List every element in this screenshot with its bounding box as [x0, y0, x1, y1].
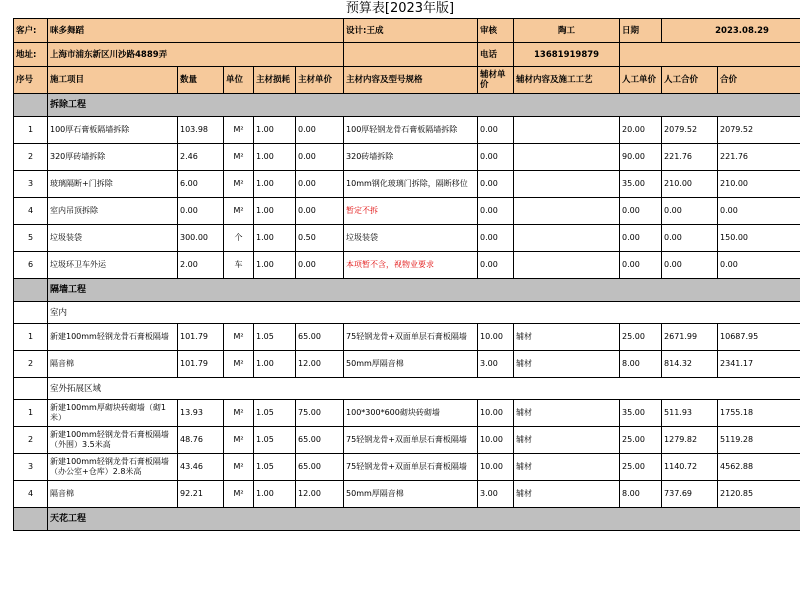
info-row-address [14, 43, 800, 67]
cell-labor-price[interactable]: 0.00 [620, 252, 662, 279]
cell-loss[interactable]: 1.00 [254, 252, 296, 279]
section-marker [14, 279, 48, 302]
cell-no[interactable]: 4 [14, 198, 48, 225]
cell-unit[interactable]: M² [224, 454, 254, 481]
designer-label: 设计: [346, 25, 367, 36]
table-row [14, 117, 800, 144]
cell-loss[interactable]: 1.05 [254, 400, 296, 427]
cell-main-spec[interactable]: 本项暂不含，视物业要求 [344, 252, 478, 279]
cell-aux-price[interactable]: 0.00 [478, 144, 514, 171]
section-marker [14, 508, 48, 531]
cell-unit[interactable]: M² [224, 324, 254, 351]
cell-qty[interactable]: 0.00 [178, 198, 224, 225]
cell-total[interactable]: 5119.28 [718, 427, 800, 454]
cell-main-spec[interactable]: 75轻钢龙骨+双面单层石膏板隔墙 [344, 427, 478, 454]
table-row [14, 351, 800, 378]
cell-aux-price[interactable]: 0.00 [478, 198, 514, 225]
table-row [14, 324, 800, 351]
cell-no[interactable]: 4 [14, 481, 48, 508]
cell-no[interactable]: 2 [14, 351, 48, 378]
cell-no[interactable]: 6 [14, 252, 48, 279]
cell-labor-price[interactable]: 25.00 [620, 324, 662, 351]
header-labor-price: 人工单价 [620, 67, 662, 94]
cell-item[interactable]: 室内吊顶拆除 [48, 198, 178, 225]
cell-main-price[interactable]: 0.00 [296, 171, 344, 198]
table-row [14, 481, 800, 508]
budget-table [13, 18, 800, 531]
cell-labor-total[interactable]: 511.93 [662, 400, 718, 427]
cell-main-price[interactable]: 65.00 [296, 324, 344, 351]
address-label: 地址: [14, 43, 48, 67]
cell-labor-price[interactable]: 35.00 [620, 400, 662, 427]
cell-loss[interactable]: 1.00 [254, 481, 296, 508]
cell-item[interactable]: 隔音棉 [48, 481, 178, 508]
cell-main-spec[interactable]: 100厚轻钢龙骨石膏板隔墙拆除 [344, 117, 478, 144]
cell-total[interactable]: 2079.52 [718, 117, 800, 144]
table-row [14, 400, 800, 427]
cell-main-price[interactable]: 65.00 [296, 427, 344, 454]
client-name[interactable]: 咪多舞蹈 [48, 19, 344, 43]
header-no: 序号 [14, 67, 48, 94]
cell-main-spec[interactable]: 100*300*600砌块砖砌墙 [344, 400, 478, 427]
cell-no[interactable]: 1 [14, 400, 48, 427]
cell-labor-total[interactable]: 737.69 [662, 481, 718, 508]
group-title[interactable]: 室外拓展区域 [48, 378, 800, 400]
cell-main-price[interactable]: 0.00 [296, 117, 344, 144]
section-row [14, 94, 800, 117]
cell-total[interactable]: 0.00 [718, 252, 800, 279]
cell-qty[interactable]: 2.46 [178, 144, 224, 171]
table-row [14, 198, 800, 225]
cell-qty[interactable]: 2.00 [178, 252, 224, 279]
header-unit: 单位 [224, 67, 254, 94]
cell-main-price[interactable]: 65.00 [296, 454, 344, 481]
cell-aux-spec[interactable] [514, 117, 620, 144]
cell-aux-price[interactable]: 0.00 [478, 171, 514, 198]
cell-labor-price[interactable]: 0.00 [620, 225, 662, 252]
cell-aux-spec[interactable]: 辅材 [514, 351, 620, 378]
cell-item[interactable]: 100厚石膏板隔墙拆除 [48, 117, 178, 144]
cell-loss[interactable]: 1.00 [254, 144, 296, 171]
cell-qty[interactable]: 92.21 [178, 481, 224, 508]
cell-labor-total[interactable]: 1279.82 [662, 427, 718, 454]
date-value[interactable]: 2023.08.29 [662, 19, 800, 43]
cell-loss[interactable]: 1.00 [254, 171, 296, 198]
table-row [14, 144, 800, 171]
cell-total[interactable]: 0.00 [718, 198, 800, 225]
cell-unit[interactable]: M² [224, 144, 254, 171]
cell-total[interactable]: 210.00 [718, 171, 800, 198]
cell-no[interactable]: 3 [14, 171, 48, 198]
cell-aux-price[interactable]: 3.00 [478, 481, 514, 508]
cell-main-spec[interactable]: 暂定不拆 [344, 198, 478, 225]
cell-item[interactable]: 新建100mm轻钢龙骨石膏板隔墙 [48, 324, 178, 351]
designer-cell[interactable] [344, 19, 478, 43]
cell-unit[interactable]: M² [224, 427, 254, 454]
cell-labor-total[interactable]: 814.32 [662, 351, 718, 378]
cell-unit[interactable]: 个 [224, 225, 254, 252]
cell-aux-spec[interactable] [514, 144, 620, 171]
cell-unit[interactable]: M² [224, 351, 254, 378]
group-row [14, 378, 800, 400]
cell-total[interactable]: 2341.17 [718, 351, 800, 378]
cell-loss[interactable]: 1.00 [254, 225, 296, 252]
cell-labor-total[interactable]: 0.00 [662, 252, 718, 279]
header-main-price: 主材单价 [296, 67, 344, 94]
group-title[interactable]: 室内 [48, 302, 800, 324]
cell-no[interactable]: 5 [14, 225, 48, 252]
designer-name: 王成 [366, 25, 384, 36]
cell-item[interactable]: 垃圾装袋 [48, 225, 178, 252]
table-row [14, 252, 800, 279]
cell-aux-price[interactable]: 10.00 [478, 454, 514, 481]
cell-aux-price[interactable]: 0.00 [478, 225, 514, 252]
header-total: 合价 [718, 67, 800, 94]
cell-labor-price[interactable]: 35.00 [620, 171, 662, 198]
cell-main-price[interactable]: 0.50 [296, 225, 344, 252]
info-empty [344, 43, 478, 67]
cell-aux-spec[interactable] [514, 171, 620, 198]
cell-main-spec[interactable]: 垃圾装袋 [344, 225, 478, 252]
cell-main-price[interactable]: 0.00 [296, 144, 344, 171]
section-title[interactable]: 天花工程 [48, 508, 800, 531]
cell-main-price[interactable]: 12.00 [296, 481, 344, 508]
cell-labor-price[interactable]: 90.00 [620, 144, 662, 171]
cell-labor-price[interactable]: 25.00 [620, 427, 662, 454]
group-row [14, 302, 800, 324]
info-empty [620, 43, 800, 67]
cell-labor-total[interactable]: 1140.72 [662, 454, 718, 481]
cell-labor-price[interactable]: 8.00 [620, 351, 662, 378]
cell-item[interactable]: 320厚砖墙拆除 [48, 144, 178, 171]
address-value[interactable]: 上海市浦东新区川沙路4889弄 [48, 43, 344, 67]
phone-label: 电话 [478, 43, 514, 67]
cell-no[interactable]: 1 [14, 117, 48, 144]
cell-aux-spec[interactable]: 辅材 [514, 400, 620, 427]
table-row [14, 225, 800, 252]
sheet-title: 预算表[2023年版] [345, 1, 455, 16]
cell-no[interactable]: 3 [14, 454, 48, 481]
cell-item[interactable]: 垃圾环卫车外运 [48, 252, 178, 279]
cell-labor-total[interactable]: 0.00 [662, 198, 718, 225]
cell-aux-spec[interactable]: 辅材 [514, 427, 620, 454]
cell-no[interactable]: 1 [14, 324, 48, 351]
header-loss: 主材损耗 [254, 67, 296, 94]
cell-main-spec[interactable]: 50mm厚隔音棉 [344, 351, 478, 378]
cell-item[interactable]: 新建100mm轻钢龙骨石膏板隔墙（外围）3.5米高 [48, 427, 178, 454]
cell-loss[interactable]: 1.05 [254, 427, 296, 454]
cell-main-price[interactable]: 75.00 [296, 400, 344, 427]
cell-total[interactable]: 2120.85 [718, 481, 800, 508]
cell-unit[interactable]: M² [224, 117, 254, 144]
cell-total[interactable]: 150.00 [718, 225, 800, 252]
cell-labor-price[interactable]: 0.00 [620, 198, 662, 225]
cell-aux-spec[interactable]: 辅材 [514, 324, 620, 351]
section-row [14, 508, 800, 531]
cell-total[interactable]: 4562.88 [718, 454, 800, 481]
cell-aux-price[interactable]: 3.00 [478, 351, 514, 378]
cell-labor-total[interactable]: 0.00 [662, 225, 718, 252]
reviewer-name[interactable]: 陶工 [514, 19, 620, 43]
column-header-row [14, 67, 800, 94]
cell-labor-price[interactable]: 8.00 [620, 481, 662, 508]
cell-qty[interactable]: 101.79 [178, 324, 224, 351]
cell-qty[interactable]: 13.93 [178, 400, 224, 427]
section-title[interactable]: 拆除工程 [48, 94, 800, 117]
cell-main-price[interactable]: 12.00 [296, 351, 344, 378]
cell-qty[interactable]: 48.76 [178, 427, 224, 454]
cell-total[interactable]: 221.76 [718, 144, 800, 171]
group-marker [14, 302, 48, 324]
cell-loss[interactable]: 1.05 [254, 324, 296, 351]
cell-main-price[interactable]: 0.00 [296, 252, 344, 279]
cell-aux-price[interactable]: 10.00 [478, 427, 514, 454]
cell-qty[interactable]: 43.46 [178, 454, 224, 481]
cell-unit[interactable]: 车 [224, 252, 254, 279]
cell-aux-spec[interactable]: 辅材 [514, 454, 620, 481]
cell-unit[interactable]: M² [224, 198, 254, 225]
section-row [14, 279, 800, 302]
cell-main-spec[interactable]: 50mm厚隔音棉 [344, 481, 478, 508]
table-row [14, 427, 800, 454]
cell-item[interactable]: 新建100mm厚砌块砖砌墙（砌1米） [48, 400, 178, 427]
cell-aux-spec[interactable]: 辅材 [514, 481, 620, 508]
cell-unit[interactable]: M² [224, 171, 254, 198]
cell-aux-spec[interactable] [514, 252, 620, 279]
cell-item[interactable]: 隔音棉 [48, 351, 178, 378]
cell-aux-price[interactable]: 0.00 [478, 252, 514, 279]
cell-total[interactable]: 1755.18 [718, 400, 800, 427]
cell-qty[interactable]: 103.98 [178, 117, 224, 144]
cell-qty[interactable]: 300.00 [178, 225, 224, 252]
cell-main-price[interactable]: 0.00 [296, 198, 344, 225]
review-label: 审核 [478, 19, 514, 43]
date-label: 日期 [620, 19, 662, 43]
section-title[interactable]: 隔墙工程 [48, 279, 800, 302]
cell-aux-price[interactable]: 10.00 [478, 324, 514, 351]
cell-labor-total[interactable]: 2079.52 [662, 117, 718, 144]
cell-main-spec[interactable]: 75轻钢龙骨+双面单层石膏板隔墙 [344, 454, 478, 481]
cell-aux-spec[interactable] [514, 225, 620, 252]
cell-aux-price[interactable]: 10.00 [478, 400, 514, 427]
cell-labor-price[interactable]: 20.00 [620, 117, 662, 144]
cell-main-spec[interactable]: 75轻钢龙骨+双面单层石膏板隔墙 [344, 324, 478, 351]
cell-no[interactable]: 2 [14, 427, 48, 454]
cell-item[interactable]: 玻璃隔断+门拆除 [48, 171, 178, 198]
cell-main-spec[interactable]: 320砖墙拆除 [344, 144, 478, 171]
cell-labor-price[interactable]: 25.00 [620, 454, 662, 481]
cell-labor-total[interactable]: 221.76 [662, 144, 718, 171]
cell-unit[interactable]: M² [224, 481, 254, 508]
client-label: 客户: [14, 19, 48, 43]
header-aux-spec: 辅材内容及施工工艺 [514, 67, 620, 94]
cell-qty[interactable]: 6.00 [178, 171, 224, 198]
info-row-client [14, 19, 800, 43]
cell-loss[interactable]: 1.05 [254, 454, 296, 481]
cell-aux-spec[interactable] [514, 198, 620, 225]
header-labor-total: 人工合价 [662, 67, 718, 94]
cell-qty[interactable]: 101.79 [178, 351, 224, 378]
cell-labor-total[interactable]: 210.00 [662, 171, 718, 198]
header-qty: 数量 [178, 67, 224, 94]
cell-item[interactable]: 新建100mm轻钢龙骨石膏板隔墙（办公室+仓库）2.8米高 [48, 454, 178, 481]
cell-no[interactable]: 2 [14, 144, 48, 171]
header-item: 施工项目 [48, 67, 178, 94]
section-marker [14, 94, 48, 117]
header-main-spec: 主材内容及型号规格 [344, 67, 478, 94]
table-row [14, 171, 800, 198]
cell-main-spec[interactable]: 10mm钢化玻璃门拆除，隔断移位 [344, 171, 478, 198]
header-aux-price: 辅材单价 [478, 67, 514, 94]
cell-aux-price[interactable]: 0.00 [478, 117, 514, 144]
cell-unit[interactable]: M² [224, 400, 254, 427]
phone-value[interactable]: 13681919879 [514, 43, 620, 67]
cell-total[interactable]: 10687.95 [718, 324, 800, 351]
cell-loss[interactable]: 1.00 [254, 351, 296, 378]
table-row [14, 454, 800, 481]
cell-loss[interactable]: 1.00 [254, 198, 296, 225]
group-marker [14, 378, 48, 400]
cell-labor-total[interactable]: 2671.99 [662, 324, 718, 351]
cell-loss[interactable]: 1.00 [254, 117, 296, 144]
